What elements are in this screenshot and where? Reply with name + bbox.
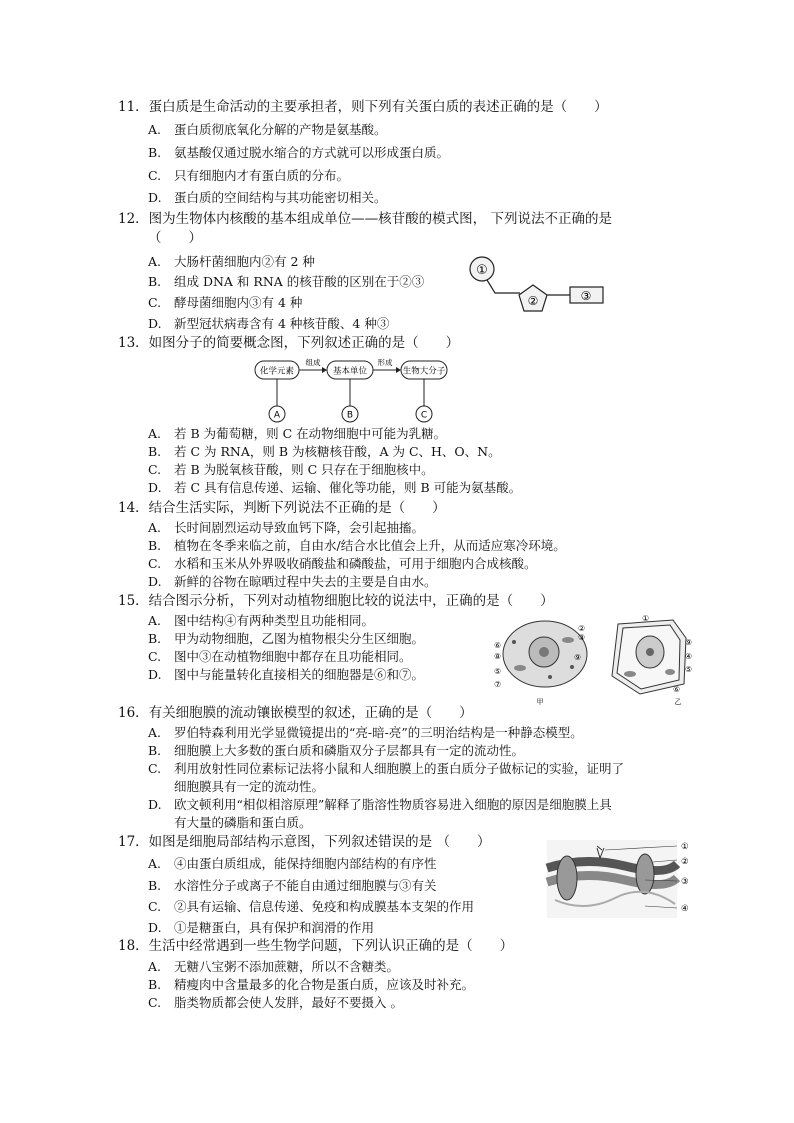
question-11-stem: 11．蛋白质是生命活动的主要承担者，则下列有关蛋白质的表述正确的是（ ） xyxy=(118,99,608,115)
question-17-stem: 17．如图是细胞局部结构示意图，下列叙述错误的是 （ ） xyxy=(118,834,491,850)
q13-option-b: B. 若 C 为 RNA，则 B 为核糖核苷酸，A 为 C、H、O、N。 xyxy=(148,444,501,459)
q16-option-c-cont: 细胞膜具有一定的流动性。 xyxy=(174,779,325,794)
question-15-stem: 15．结合图示分析，下列对动植物细胞比较的说法中，正确的是（ ） xyxy=(118,593,554,609)
bond-line-1 xyxy=(487,280,520,293)
question-18-stem: 18．生活中经常遇到一些生物学问题，下列认识正确的是（ ） xyxy=(118,938,514,954)
membrane-label-4: ④ xyxy=(681,904,689,914)
animal-golgi xyxy=(562,637,574,643)
box-macromolecule-label: 生物大分子 xyxy=(402,366,446,377)
svg-text:⑨: ⑨ xyxy=(685,638,693,647)
question-16-stem: 16．有关细胞膜的流动镶嵌模型的叙述，正确的是（ ） xyxy=(118,705,473,721)
box-unit-label: 基本单位 xyxy=(332,366,368,377)
q16-option-d: D. 欧文顿利用“相似相溶原理”解释了脂溶性物质容易进入细胞的原因是细胞膜上具 xyxy=(148,797,612,812)
q15-option-c: C. 图中③在动植物细胞中都存在且功能相同。 xyxy=(148,649,412,664)
question-13-stem: 13．如图分子的简要概念图，下列叙述正确的是（ ） xyxy=(118,335,460,351)
circle-c-label: C xyxy=(420,410,428,421)
q11-option-d: D. 蛋白质的空间结构与其功能密切相关。 xyxy=(148,190,387,205)
q16-option-d-cont: 有大量的磷脂和蛋白质。 xyxy=(174,815,312,830)
circle-b-label: B xyxy=(346,410,354,421)
plant-cell-caption: 乙 xyxy=(674,698,682,706)
q17-option-d: D. ①是糖蛋白，具有保护和润滑的作用 xyxy=(148,920,375,935)
box-elements-label: 化学元素 xyxy=(259,366,295,377)
svg-text:②: ② xyxy=(578,624,586,633)
animal-mitochondrion xyxy=(514,665,526,671)
q11-option-c: C. 只有细胞内才有蛋白质的分布。 xyxy=(148,168,350,183)
q14-option-c: C. 水稻和玉米从外界吸收硝酸盐和磷酸盐，可用于细胞内合成核酸。 xyxy=(148,556,537,571)
membrane-label-1: ① xyxy=(681,842,689,852)
q15-option-a: A. 图中结构④有两种类型且功能相同。 xyxy=(148,613,375,628)
animal-nucleolus xyxy=(539,647,549,657)
q12-option-c: C. 酵母菌细胞内③有 4 种 xyxy=(148,295,303,310)
q18-option-c: C. 脂类物质都会使人发胖，最好不要摄入 。 xyxy=(148,995,403,1010)
diagram-label-1: ① xyxy=(476,263,488,278)
q16-option-a: A. 罗伯特森利用光学显微镜提出的“亮-暗-亮”的三明治结构是一种静态模型。 xyxy=(148,725,583,740)
question-14-stem: 14．结合生活实际，判断下列说法不正确的是（ ） xyxy=(118,500,446,516)
q16-option-c: C. 利用放射性同位素标记法将小鼠和人细胞膜上的蛋白质分子做标记的实验，证明了 xyxy=(148,761,625,776)
svg-text:①: ① xyxy=(642,614,650,623)
q13-option-d: D. 若 C 具有信息传递、运输、催化等功能，则 B 可能为氨基酸。 xyxy=(148,480,522,495)
svg-text:③: ③ xyxy=(578,633,586,642)
plant-chloroplast xyxy=(624,671,636,677)
animal-cell-caption: 甲 xyxy=(536,698,544,706)
cell-membrane-diagram xyxy=(545,838,695,920)
animal-plant-cell-diagram xyxy=(490,612,700,708)
arrowhead-2 xyxy=(396,367,401,373)
svg-text:⑧: ⑧ xyxy=(494,652,502,661)
circle-a-label: A xyxy=(273,410,281,421)
membrane-label-2: ② xyxy=(681,857,689,867)
q13-option-c: C. 若 B 为脱氧核苷酸，则 C 只存在于细胞核中。 xyxy=(148,462,434,477)
svg-text:⑤: ⑤ xyxy=(494,667,502,676)
q17-option-c: C. ②具有运输、信息传递、免疫和构成膜基本支架的作用 xyxy=(148,899,475,914)
q16-option-b: B. 细胞膜上大多数的蛋白质和磷脂双分子层都具有一定的流动性。 xyxy=(148,743,525,758)
svg-text:⑨: ⑨ xyxy=(574,653,582,662)
svg-text:⑦: ⑦ xyxy=(494,680,502,689)
q18-option-b: B. 精瘦肉中含量最多的化合物是蛋白质，应该及时补充。 xyxy=(148,977,475,992)
membrane-protein-1 xyxy=(557,856,577,900)
q18-option-a: A. 无糖八宝粥不添加蔗糖，所以不含糖类。 xyxy=(148,959,400,974)
q11-option-b: B. 氨基酸仅通过脱水缩合的方式就可以形成蛋白质。 xyxy=(148,145,450,160)
arrow-label-2: 形成 xyxy=(377,358,393,367)
concept-map-diagram xyxy=(250,356,450,428)
q12-option-b: B. 组成 DNA 和 RNA 的核苷酸的区别在于②③ xyxy=(148,274,425,289)
plant-mitochondrion xyxy=(665,669,675,675)
membrane-protein-2 xyxy=(636,854,654,894)
arrow-label-1: 组成 xyxy=(305,358,321,367)
q12-option-d: D. 新型冠状病毒含有 4 种核苷酸、4 种③ xyxy=(148,316,390,331)
arrowhead-1 xyxy=(322,367,327,373)
q15-option-b: B. 甲为动物细胞，乙图为植物根尖分生区细胞。 xyxy=(148,631,425,646)
q14-option-d: D. 新鲜的谷物在晾晒过程中失去的主要是自由水。 xyxy=(148,574,437,589)
svg-text:⑤: ⑤ xyxy=(685,665,693,674)
question-12-stem-cont: （ ） xyxy=(148,230,202,246)
q15-option-d: D. 图中与能量转化直接相关的细胞器是⑥和⑦。 xyxy=(148,667,425,682)
q14-option-a: A. 长时间剧烈运动导致血钙下降，会引起抽搐。 xyxy=(148,520,425,535)
nucleotide-diagram xyxy=(465,255,615,315)
svg-text:④: ④ xyxy=(685,652,693,661)
diagram-label-2: ② xyxy=(527,294,539,308)
q14-option-b: B. 植物在冬季来临之前，自由水/结合水比值会上升，从而适应寒冷环境。 xyxy=(148,538,566,553)
svg-text:⑥: ⑥ xyxy=(673,685,681,694)
q17-option-a: A. ④由蛋白质组成，能保持细胞内部结构的有序性 xyxy=(148,856,437,871)
diagram-label-3: ③ xyxy=(580,289,592,303)
question-12-stem: 12．图为生物体内核酸的基本组成单位——核苷酸的模式图， 下列说法不正确的是 xyxy=(118,211,612,227)
svg-text:⑥: ⑥ xyxy=(494,641,502,650)
membrane-label-3: ③ xyxy=(681,877,689,887)
q17-option-b: B. 水溶性分子或离子不能自由通过细胞膜与③有关 xyxy=(148,878,437,893)
plant-nucleolus xyxy=(646,648,654,656)
q12-option-a: A. 大肠杆菌细胞内②有 2 种 xyxy=(148,254,315,269)
q13-option-a: A. 若 B 为葡萄糖，则 C 在动物细胞中可能为乳糖。 xyxy=(148,426,447,441)
q11-option-a: A. 蛋白质彻底氧化分解的产物是氨基酸。 xyxy=(148,122,387,137)
